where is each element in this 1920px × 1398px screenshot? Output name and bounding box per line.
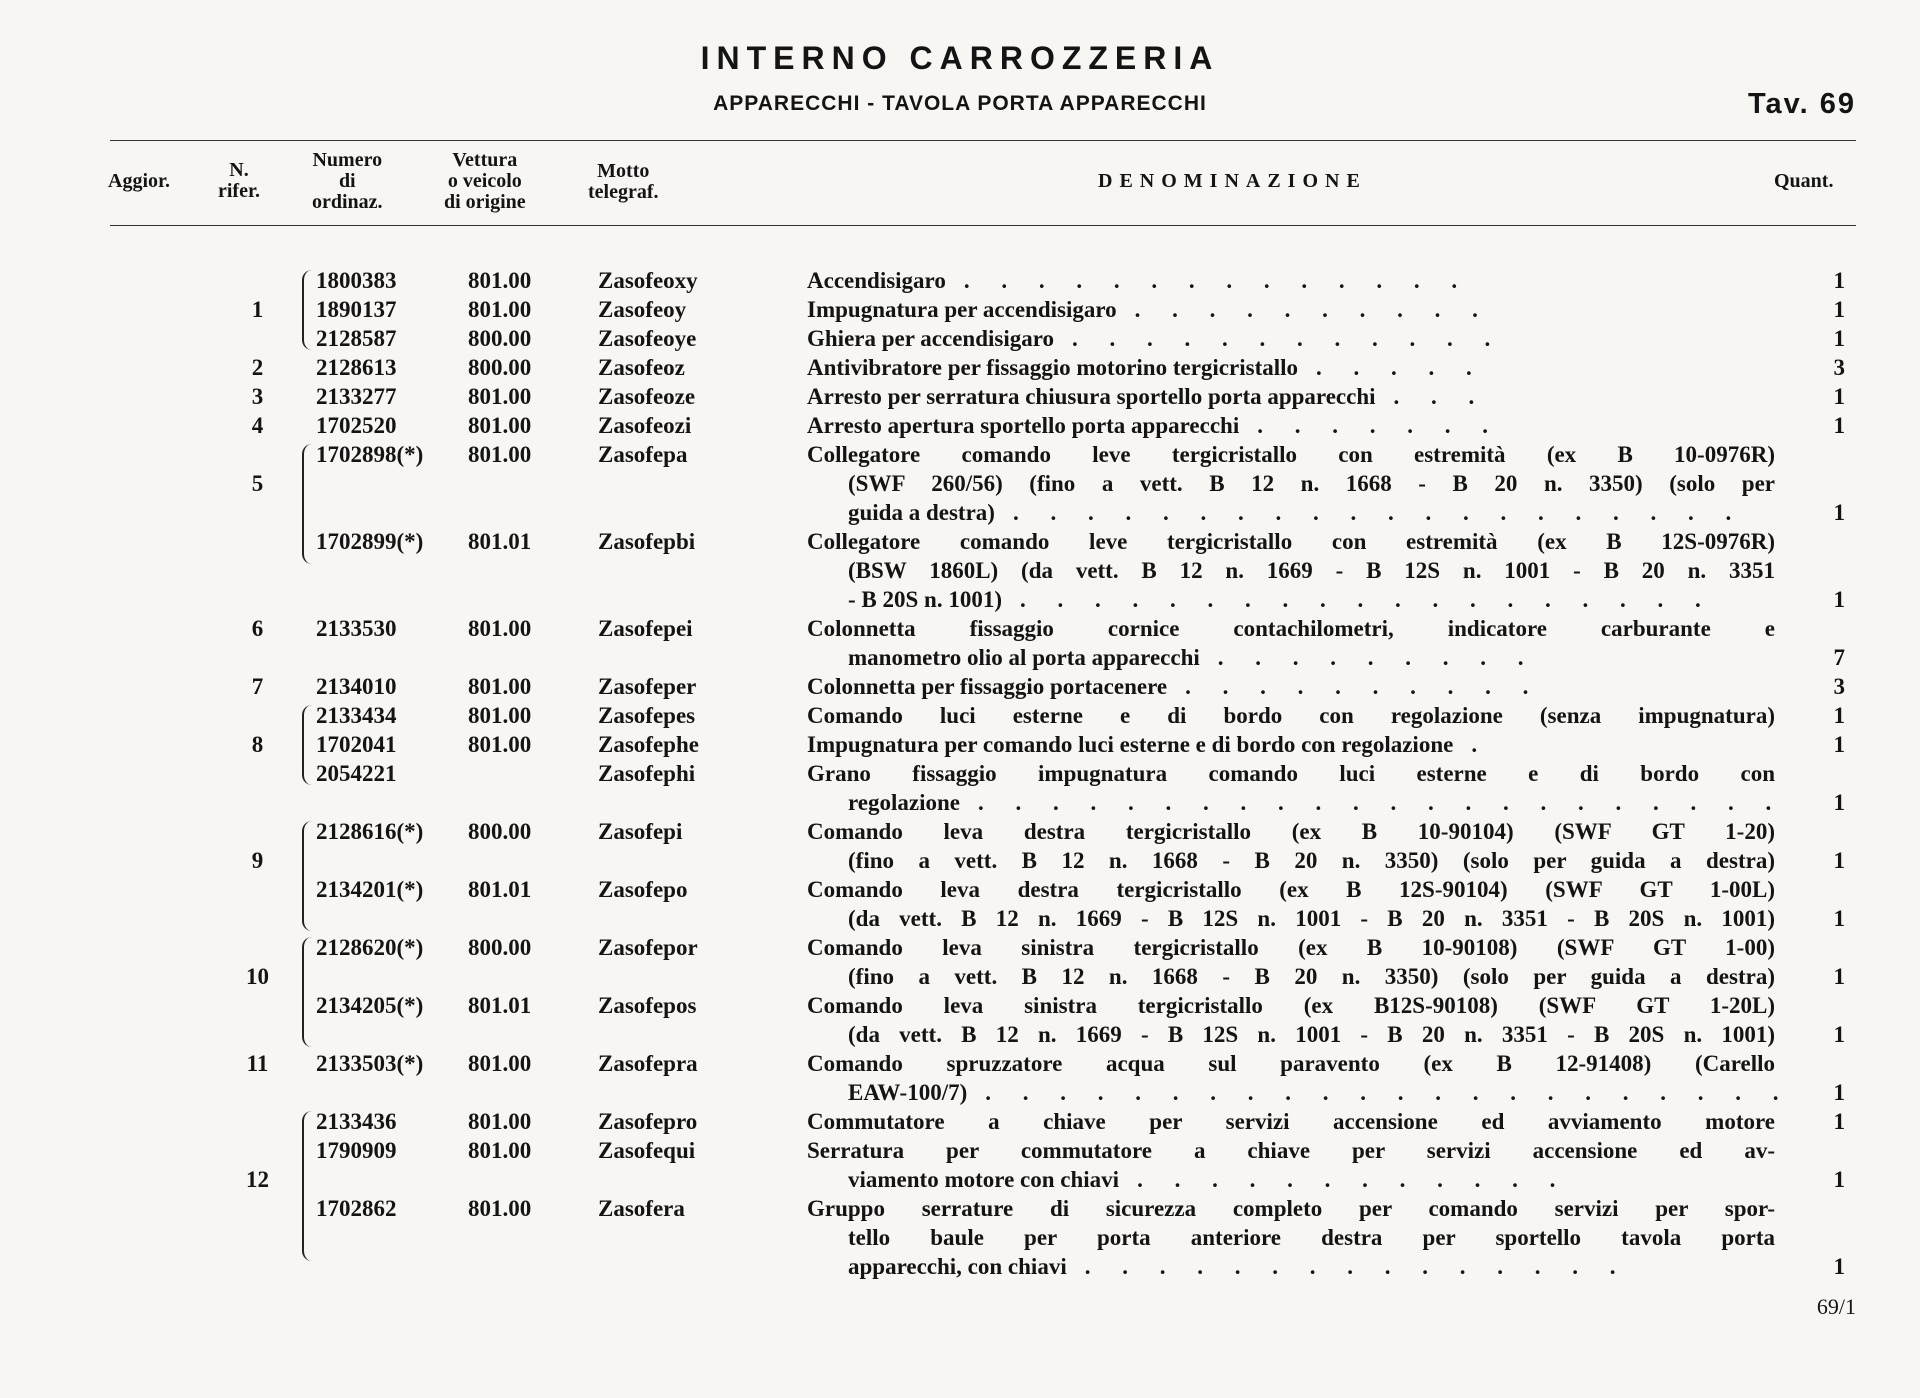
table-row xyxy=(0,469,1920,498)
leader-dots: . . . . . . . xyxy=(1257,413,1501,438)
order-number: 2128613 xyxy=(316,355,397,380)
description-text: (fino a vett. B 12 n. 1668 - B 20 n. 3350) (solo per guida a destra) xyxy=(848,964,1775,989)
quantity: 1 xyxy=(1833,500,1845,525)
vehicle-origin: 800.00 xyxy=(468,819,532,844)
quantity: 1 xyxy=(1833,268,1845,293)
leader-dots: . . . . . . . . . . . . . . . . . . . . . . xyxy=(985,1080,1792,1105)
telegraph-code: Zasofeoxy xyxy=(598,268,698,293)
table-number: Tav. 69 xyxy=(1747,88,1856,120)
leader-dots: . . . . . . . . . . xyxy=(1134,297,1491,322)
vehicle-origin: 801.00 xyxy=(468,1051,532,1076)
order-number: 1702041 xyxy=(316,732,397,757)
description-text: (da vett. B 12 n. 1669 - B 12S n. 1001 - B 20 n. 3351 - B 20S n. 1001) xyxy=(848,1022,1775,1047)
order-number: 2134201(*) xyxy=(316,877,424,902)
telegraph-code: Zasofepro xyxy=(598,1109,698,1134)
leader-dots: . . . . . . . . . . . . . . xyxy=(963,268,1471,293)
table-row xyxy=(0,1136,1920,1165)
vehicle-origin: 801.00 xyxy=(468,442,532,467)
table-row xyxy=(0,701,1920,730)
description xyxy=(848,1020,1775,1049)
table-row xyxy=(0,672,1920,701)
leader-dots: . . . xyxy=(1393,384,1488,409)
table-row xyxy=(0,788,1920,817)
leader-dots: . . . . . . . . . . . . . . . . . . . . xyxy=(1012,500,1745,525)
telegraph-code: Zasofepra xyxy=(598,1051,698,1076)
leader-dots: . . . . . . . . . . . . . . . xyxy=(1084,1254,1629,1279)
col-header-aggior: Aggior. xyxy=(108,170,171,192)
ref-number: 3 xyxy=(251,384,264,409)
table-row xyxy=(0,382,1920,411)
ref-number: 12 xyxy=(246,1167,269,1192)
description-text: apparecchi, con chiavi xyxy=(848,1254,1067,1279)
table-row xyxy=(0,730,1920,759)
vehicle-origin: 801.00 xyxy=(468,1196,532,1221)
description xyxy=(807,324,1775,353)
table-row xyxy=(0,759,1920,788)
table-row xyxy=(0,962,1920,991)
table-row xyxy=(0,498,1920,527)
quantity: 1 xyxy=(1833,848,1845,873)
col-header-denominazione: DENOMINAZIONE xyxy=(1098,170,1367,192)
description-text: Comando leva destra tergicristallo (ex B 10-90104) (SWF GT 1-20) xyxy=(807,819,1775,844)
col-header-motto: Motto telegraf. xyxy=(588,160,659,203)
quantity: 3 xyxy=(1833,674,1845,699)
telegraph-code: Zasofepos xyxy=(598,993,697,1018)
description-text: manometro olio al porta apparecchi xyxy=(848,645,1200,670)
description-text: Impugnatura per comando luci esterne e di bordo con regolazione xyxy=(807,732,1454,757)
leader-dots: . . . . . . . . . . . . . . . . . . . xyxy=(1020,587,1714,612)
table-row xyxy=(0,1078,1920,1107)
vehicle-origin: 801.00 xyxy=(468,674,532,699)
description xyxy=(807,527,1775,556)
table-row xyxy=(0,817,1920,846)
table-row xyxy=(0,295,1920,324)
description-text: (SWF 260/56) (fino a vett. B 12 n. 1668 - B 20 n. 3350) (solo per xyxy=(848,471,1775,496)
col-header-quant: Quant. xyxy=(1774,170,1834,192)
description-text: regolazione xyxy=(848,790,960,815)
description xyxy=(807,266,1775,295)
telegraph-code: Zasofepes xyxy=(598,703,696,728)
description xyxy=(807,382,1775,411)
col-header-vettura: Vettura o veicolo di origine xyxy=(444,149,526,213)
description-text: - B 20S n. 1001) xyxy=(848,587,1002,612)
telegraph-code: Zasofeozi xyxy=(598,413,692,438)
vehicle-origin: 800.00 xyxy=(468,326,532,351)
vehicle-origin: 801.00 xyxy=(468,297,532,322)
description-text: viamento motore con chiavi xyxy=(848,1167,1120,1192)
description xyxy=(807,875,1775,904)
description xyxy=(848,469,1775,498)
parts-table xyxy=(0,266,1920,1281)
page-subtitle: APPARECCHI - TAVOLA PORTA APPARECCHI xyxy=(713,92,1207,115)
description-text: Comando luci esterne e di bordo con regolazione (senza impugnatura) xyxy=(807,703,1775,728)
vehicle-origin: 801.00 xyxy=(468,1109,532,1134)
description xyxy=(807,817,1775,846)
vehicle-origin: 801.00 xyxy=(468,413,532,438)
order-number: 2133530 xyxy=(316,616,397,641)
table-row xyxy=(0,643,1920,672)
table-row xyxy=(0,1252,1920,1281)
quantity: 1 xyxy=(1833,732,1845,757)
table-row xyxy=(0,1107,1920,1136)
leader-dots: . xyxy=(1471,732,1491,757)
description-text: (fino a vett. B 12 n. 1668 - B 20 n. 3350) (solo per guida a destra) xyxy=(848,848,1775,873)
table-row xyxy=(0,614,1920,643)
order-number: 1890137 xyxy=(316,297,397,322)
description-text: (da vett. B 12 n. 1669 - B 12S n. 1001 - B 20 n. 3351 - B 20S n. 1001) xyxy=(848,906,1775,931)
telegraph-code: Zasofeoze xyxy=(598,384,696,409)
vehicle-origin: 800.00 xyxy=(468,355,532,380)
vehicle-origin: 801.00 xyxy=(468,616,532,641)
quantity: 1 xyxy=(1833,587,1845,612)
description xyxy=(848,1078,1792,1107)
description xyxy=(807,614,1775,643)
leader-dots: . . . . . . . . . . xyxy=(1185,674,1542,699)
description-text: Comando spruzzatore acqua sul paravento (ex B 12-91408) (Carello xyxy=(807,1051,1775,1076)
telegraph-code: Zasofera xyxy=(598,1196,685,1221)
order-number: 2128587 xyxy=(316,326,397,351)
vehicle-origin: 801.01 xyxy=(468,993,532,1018)
ref-number: 5 xyxy=(251,471,264,496)
telegraph-code: Zasofeoz xyxy=(598,355,685,380)
page-title: INTERNO CARROZZERIA xyxy=(700,40,1220,76)
description-text: Serratura per commutatore a chiave per servizi accensione ed av- xyxy=(807,1138,1775,1163)
description xyxy=(848,904,1775,933)
description xyxy=(807,353,1775,382)
telegraph-code: Zasofephi xyxy=(598,761,696,786)
quantity: 1 xyxy=(1833,326,1845,351)
quantity: 1 xyxy=(1833,790,1845,815)
description xyxy=(848,788,1785,817)
leader-dots: . . . . . . . . . . . . xyxy=(1137,1167,1569,1192)
quantity: 1 xyxy=(1833,703,1845,728)
description-text: EAW-100/7) xyxy=(848,1080,968,1105)
ref-number: 1 xyxy=(251,297,264,322)
description-text: Arresto apertura sportello porta apparecchi xyxy=(807,413,1240,438)
order-number: 2133434 xyxy=(316,703,397,728)
telegraph-code: Zasofepa xyxy=(598,442,688,467)
col-header-numero: Numero di ordinaz. xyxy=(312,149,383,213)
quantity: 1 xyxy=(1833,413,1845,438)
leader-dots: . . . . . xyxy=(1316,355,1485,380)
table-row xyxy=(0,411,1920,440)
table-row xyxy=(0,1194,1920,1223)
order-number: 1790909 xyxy=(316,1138,397,1163)
description xyxy=(807,1136,1775,1165)
description xyxy=(807,411,1775,440)
quantity: 1 xyxy=(1833,1254,1845,1279)
table-row xyxy=(0,904,1920,933)
vehicle-origin: 800.00 xyxy=(468,935,532,960)
ref-number: 11 xyxy=(246,1051,269,1076)
description xyxy=(848,962,1775,991)
description xyxy=(848,1165,1775,1194)
order-number: 1702899(*) xyxy=(316,529,424,554)
telegraph-code: Zasofeoye xyxy=(598,326,697,351)
leader-dots: . . . . . . . . . xyxy=(1217,645,1537,670)
table-row xyxy=(0,266,1920,295)
order-number: 1702862 xyxy=(316,1196,397,1221)
leader-dots: . . . . . . . . . . . . . . . . . . . . . . xyxy=(978,790,1785,815)
description-text: Comando leva destra tergicristallo (ex B 12S-90104) (SWF GT 1-00L) xyxy=(807,877,1775,902)
col-header-rifer: N. rifer. xyxy=(218,159,261,202)
order-number: 1702520 xyxy=(316,413,397,438)
table-row xyxy=(0,527,1920,556)
quantity: 1 xyxy=(1833,1080,1845,1105)
quantity: 1 xyxy=(1833,906,1845,931)
ref-number: 6 xyxy=(251,616,264,641)
order-number: 1800383 xyxy=(316,268,397,293)
table-row xyxy=(0,556,1920,585)
order-number: 1702898(*) xyxy=(316,442,424,467)
vehicle-origin: 801.00 xyxy=(468,703,532,728)
quantity: 3 xyxy=(1833,355,1845,380)
description xyxy=(848,1223,1775,1252)
ref-number: 2 xyxy=(251,355,264,380)
ref-number: 9 xyxy=(251,848,264,873)
ref-number: 10 xyxy=(246,964,269,989)
vehicle-origin: 801.01 xyxy=(468,529,532,554)
telegraph-code: Zasofepo xyxy=(598,877,688,902)
description xyxy=(807,295,1775,324)
description xyxy=(807,933,1775,962)
description xyxy=(848,846,1775,875)
description-text: Comando leva sinistra tergicristallo (ex B12S-90108) (SWF GT 1-20L) xyxy=(807,993,1775,1018)
table-row xyxy=(0,353,1920,382)
description-text: guida a destra) xyxy=(848,500,995,525)
description xyxy=(848,1252,1775,1281)
description-text: Comando leva sinistra tergicristallo (ex B 10-90108) (SWF GT 1-00) xyxy=(807,935,1775,960)
table-row xyxy=(0,846,1920,875)
order-number: 2134010 xyxy=(316,674,397,699)
description-text: Impugnatura per accendisigaro xyxy=(807,297,1117,322)
description xyxy=(807,991,1775,1020)
telegraph-code: Zasofephe xyxy=(598,732,699,757)
vehicle-origin: 801.00 xyxy=(468,384,532,409)
telegraph-code: Zasofepor xyxy=(598,935,698,960)
description-text: Colonnetta per fissaggio portacenere xyxy=(807,674,1168,699)
telegraph-code: Zasofeper xyxy=(598,674,697,699)
header-rule-bottom xyxy=(110,225,1856,226)
order-number: 2128616(*) xyxy=(316,819,424,844)
quantity: 1 xyxy=(1833,297,1845,322)
description-text: Accendisigaro xyxy=(807,268,946,293)
description xyxy=(807,672,1775,701)
order-number: 2054221 xyxy=(316,761,397,786)
order-number: 2133503(*) xyxy=(316,1051,424,1076)
order-number: 2134205(*) xyxy=(316,993,424,1018)
table-row xyxy=(0,324,1920,353)
description xyxy=(848,498,1775,527)
description xyxy=(807,701,1775,730)
description-text: Ghiera per accendisigaro xyxy=(807,326,1055,351)
description-text: tello baule per porta anteriore destra per sportello tavola porta xyxy=(848,1225,1775,1250)
description-text: Collegatore comando leve tergicristallo con estremità (ex B 10-0976R) xyxy=(807,442,1775,467)
telegraph-code: Zasofepi xyxy=(598,819,683,844)
table-row xyxy=(0,1223,1920,1252)
quantity: 7 xyxy=(1833,645,1845,670)
telegraph-code: Zasofepei xyxy=(598,616,693,641)
description-text: Gruppo serrature di sicurezza completo per comando servizi per spor- xyxy=(807,1196,1775,1221)
header-rule-top xyxy=(110,140,1856,141)
description xyxy=(807,1107,1775,1136)
page-number: 69/1 xyxy=(1816,1294,1856,1319)
vehicle-origin: 801.00 xyxy=(468,732,532,757)
quantity: 1 xyxy=(1833,1109,1845,1134)
ref-number: 4 xyxy=(251,413,264,438)
description xyxy=(807,730,1775,759)
table-row xyxy=(0,875,1920,904)
vehicle-origin: 801.00 xyxy=(468,1138,532,1163)
table-row xyxy=(0,933,1920,962)
description xyxy=(807,759,1775,788)
quantity: 1 xyxy=(1833,964,1845,989)
table-row xyxy=(0,991,1920,1020)
quantity: 1 xyxy=(1833,384,1845,409)
vehicle-origin: 801.00 xyxy=(468,268,532,293)
telegraph-code: Zasofepbi xyxy=(598,529,696,554)
telegraph-code: Zasofeoy xyxy=(598,297,687,322)
description xyxy=(807,1049,1775,1078)
table-row xyxy=(0,1165,1920,1194)
ref-number: 8 xyxy=(251,732,264,757)
description-text: Arresto per serratura chiusura sportello porta apparecchi xyxy=(807,384,1376,409)
order-number: 2133436 xyxy=(316,1109,397,1134)
telegraph-code: Zasofequi xyxy=(598,1138,696,1163)
description-text: Grano fissaggio impugnatura comando luci esterne e di bordo con xyxy=(807,761,1775,786)
description xyxy=(848,556,1775,585)
leader-dots: . . . . . . . . . . . . xyxy=(1072,326,1504,351)
order-number: 2128620(*) xyxy=(316,935,424,960)
quantity: 1 xyxy=(1833,1022,1845,1047)
vehicle-origin: 801.01 xyxy=(468,877,532,902)
description-text: Collegatore comando leve tergicristallo con estremità (ex B 12S-0976R) xyxy=(807,529,1775,554)
table-row xyxy=(0,1049,1920,1078)
ref-number: 7 xyxy=(251,674,264,699)
table-row xyxy=(0,440,1920,469)
description-text: Commutatore a chiave per servizi accensione ed avviamento motore xyxy=(807,1109,1775,1134)
description xyxy=(807,440,1775,469)
quantity: 1 xyxy=(1833,1167,1845,1192)
description-text: (BSW 1860L) (da vett. B 12 n. 1669 - B 12S n. 1001 - B 20 n. 3351 xyxy=(848,558,1775,583)
description xyxy=(848,585,1775,614)
table-row xyxy=(0,1020,1920,1049)
description-text: Antivibratore per fissaggio motorino tergicristallo xyxy=(807,355,1299,380)
description-text: Colonnetta fissaggio cornice contachilometri, indicatore carburante e xyxy=(807,616,1775,641)
description xyxy=(807,1194,1775,1223)
description xyxy=(848,643,1775,672)
table-row xyxy=(0,585,1920,614)
order-number: 2133277 xyxy=(316,384,397,409)
